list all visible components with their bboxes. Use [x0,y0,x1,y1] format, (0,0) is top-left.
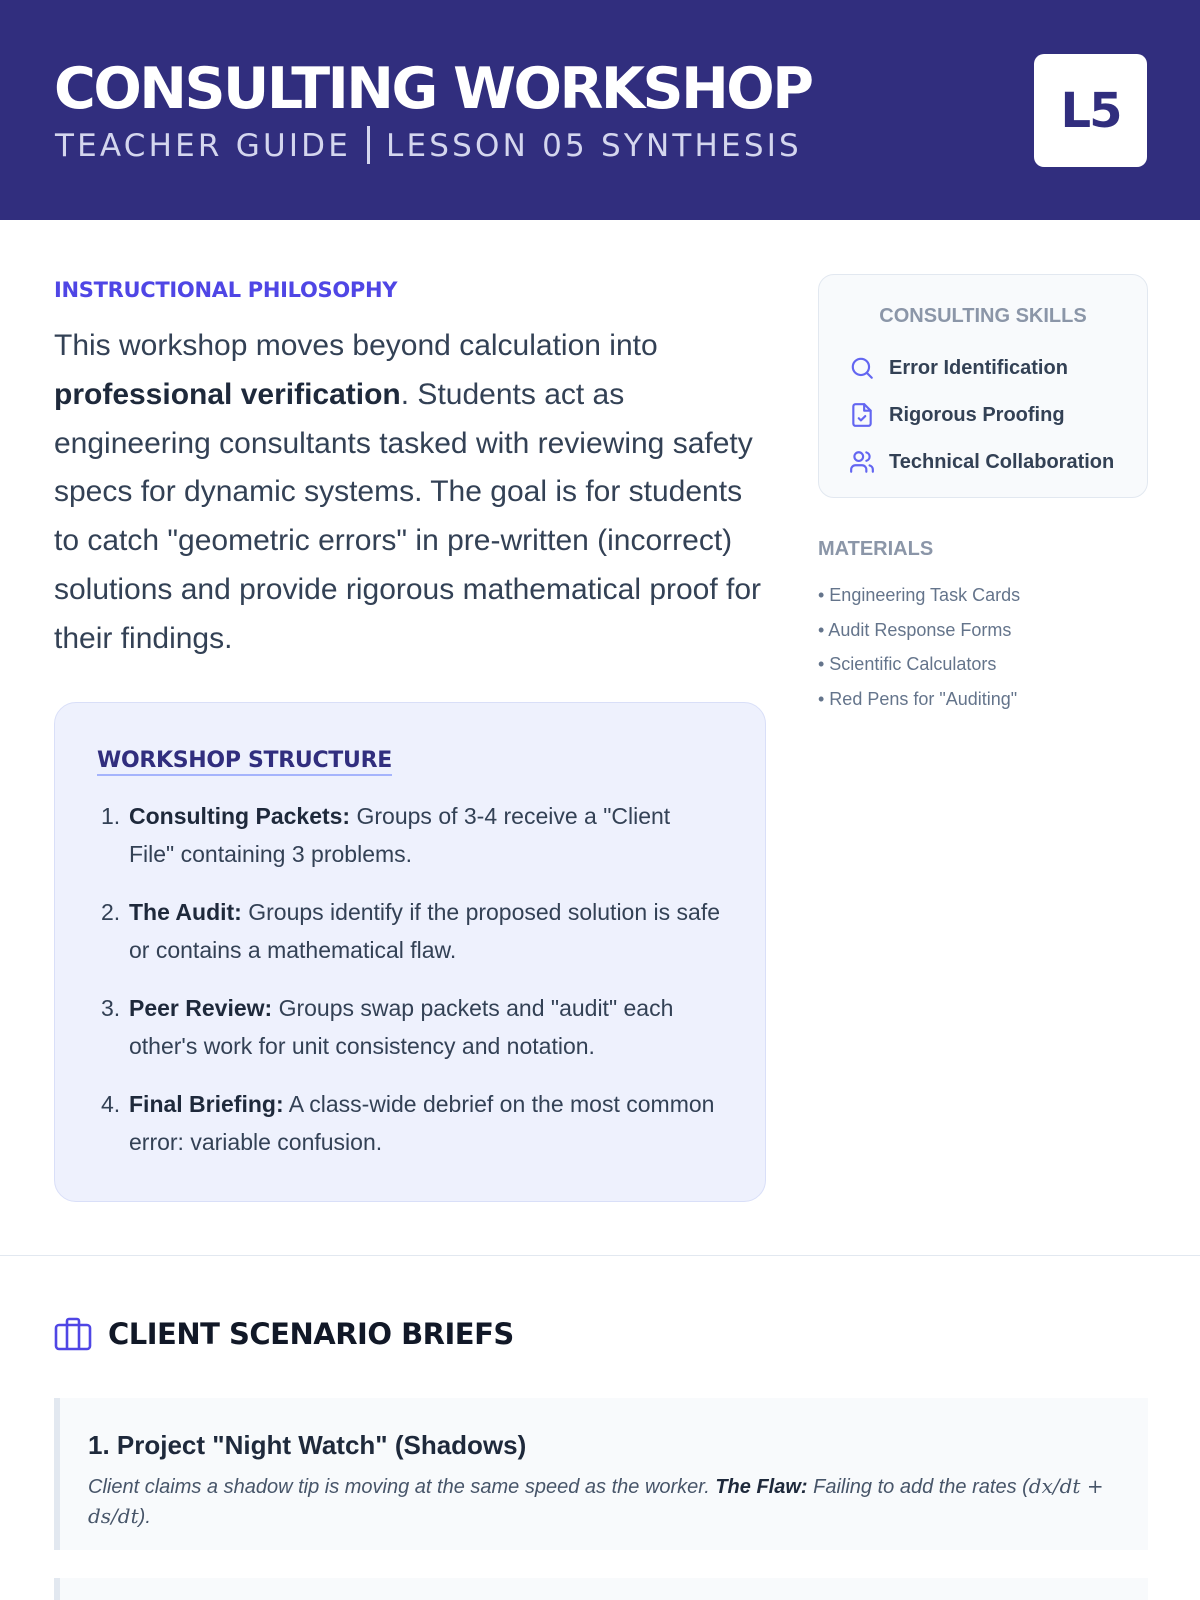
philosophy-label: INSTRUCTIONAL PHILOSOPHY [54,278,398,302]
file-check-icon [849,402,875,428]
subtitle-divider [367,126,370,164]
skill-label: Technical Collaboration [889,450,1115,473]
philosophy-emphasis: professional verification [54,377,401,411]
skills-title: CONSULTING SKILLS [879,305,1087,327]
materials-title: MATERIALS [818,538,934,560]
skill-rigorous-proofing [849,400,1065,430]
skill-error-identification [849,353,1068,383]
material-item: • Engineering Task Cards [818,585,1021,605]
section-divider [0,1255,1200,1256]
workshop-structure-title: WORKSHOP STRUCTURE [97,748,392,776]
brief-desc-after: Failing to add the rates ( [807,1476,1029,1498]
brief-card [54,1398,1148,1550]
brief-description [88,1472,1118,1532]
subtitle-lesson: LESSON 05 SYNTHESIS [386,128,802,164]
step-text: Groups identify if the proposed solution is safe or contains a mathematical flaw. [129,899,721,963]
step-label: Final Briefing: [129,1091,284,1117]
consulting-skills-card [818,274,1148,498]
users-icon [849,449,875,475]
workshop-steps-list [101,797,721,1181]
philosophy-text-before: This workshop moves beyond calculation into [54,329,658,362]
lesson-badge: L5 [1034,54,1147,167]
philosophy-text-after: . Students act as engineering consultants tasked with reviewing safety specs for dynamic systems. The goal is for students to catch "geometric errors" in pre-written (incorrect) solutions and provide rigorous mathematical proof for their findings. [54,377,762,655]
brief-card-partial [54,1578,1148,1600]
step-text: Groups of 3-4 receive a "Client File" containing 3 problems. [129,803,671,867]
workshop-step [101,893,721,969]
philosophy-text [54,322,766,664]
step-text: Groups swap packets and "audit" each other's work for unit consistency and notation. [129,995,674,1059]
brief-desc-before: Client claims a shadow tip is moving at the same speed as the worker. [88,1476,716,1498]
step-label: Peer Review: [129,995,273,1021]
step-number: 3. [101,995,121,1021]
page-header [0,0,1200,220]
materials-list [818,578,1020,716]
page-subtitle [55,126,802,164]
page-title: CONSULTING WORKSHOP [54,56,812,122]
skill-technical-collaboration [849,447,1114,477]
step-number: 4. [101,1091,121,1117]
step-label: Consulting Packets: [129,803,351,829]
workshop-step [101,797,721,873]
subtitle-guide: TEACHER GUIDE [55,128,352,164]
search-icon [849,355,875,381]
step-number: 1. [101,803,121,829]
material-item: • Red Pens for "Auditing" [818,688,1018,709]
skill-label: Error Identification [889,356,1068,379]
workshop-step [101,1085,721,1161]
material-item: • Audit Response Forms [818,619,1012,640]
step-label: The Audit: [129,899,242,925]
brief-math: dx/dt + ds/dt [88,1474,1104,1528]
brief-title: 1. Project "Night Watch" (Shadows) [88,1430,527,1460]
material-item: • Scientific Calculators [818,654,997,674]
brief-flaw-label: The Flaw: [715,1476,808,1498]
briefs-heading-text: CLIENT SCENARIO BRIEFS [108,1317,514,1351]
briefcase-icon [54,1317,92,1351]
step-text: A class-wide debrief on the most common error: variable confusion. [129,1091,715,1155]
brief-desc-end: ). [138,1506,151,1528]
workshop-structure-box [54,702,766,1202]
workshop-step [101,989,721,1065]
briefs-heading [54,1316,514,1352]
skill-label: Rigorous Proofing [889,403,1065,426]
step-number: 2. [101,899,121,925]
